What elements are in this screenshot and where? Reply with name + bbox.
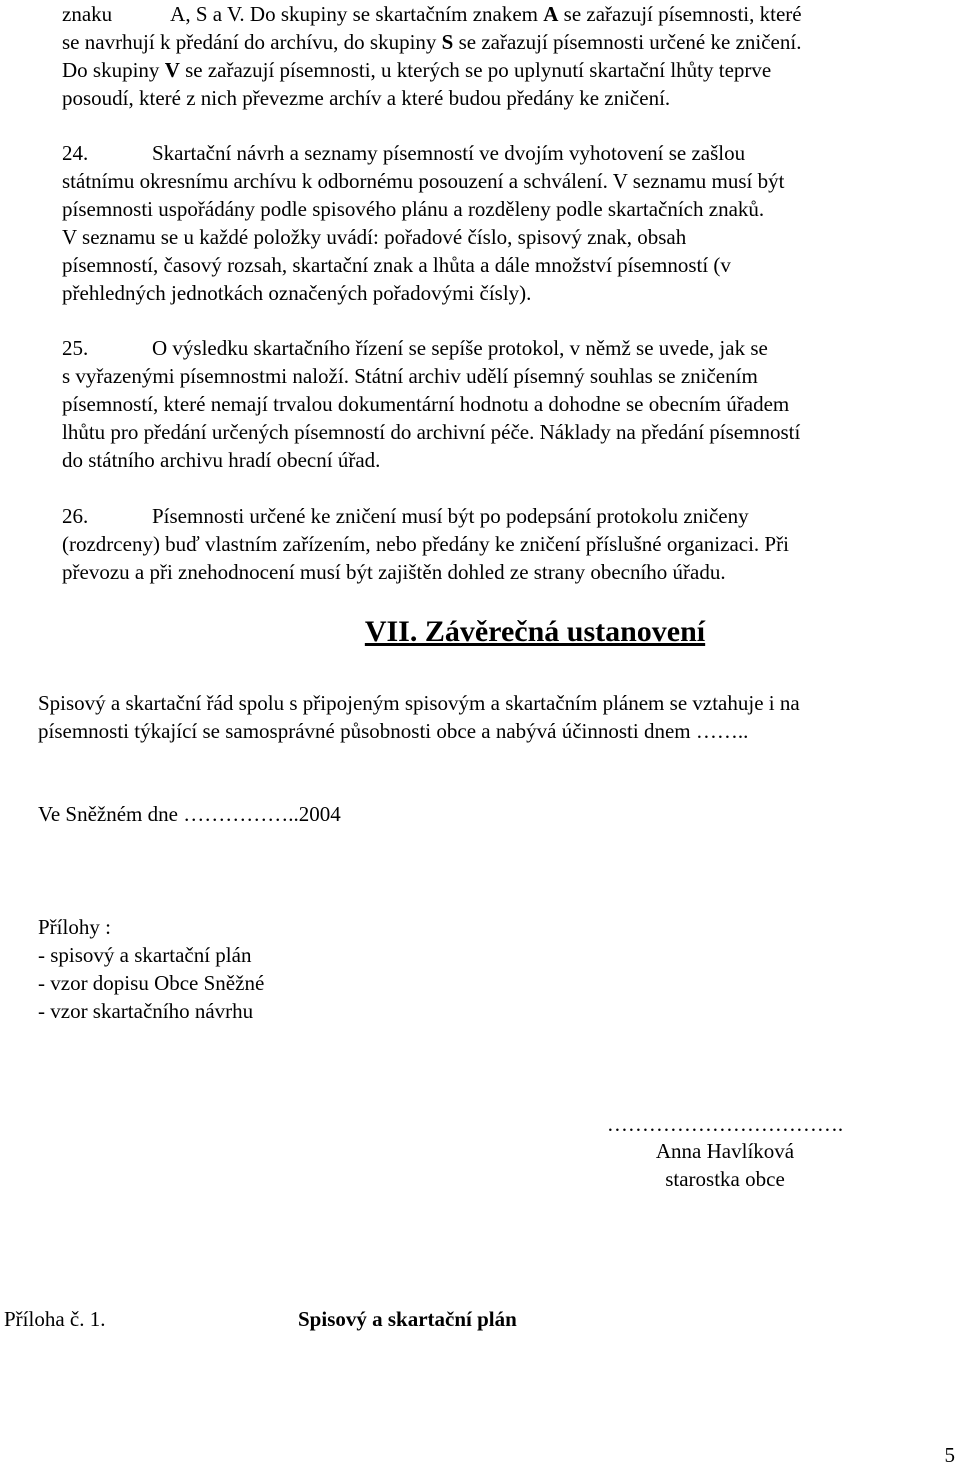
text-line: (rozdrceny) buď vlastním zařízením, nebo předány ke zničení příslušné organizaci. Při <box>62 532 789 556</box>
text-line: Do skupiny V se zařazují písemnosti, u kterých se po uplynutí skartační lhůty teprve <box>62 58 772 82</box>
place-date: Ve Sněžném dne ……………..2004 <box>38 802 341 826</box>
signatory-name: Anna Havlíková <box>655 1139 795 1163</box>
text-line: V seznamu se u každé položky uvádí: pořadové číslo, spisový znak, obsah <box>62 225 687 249</box>
text-line: převozu a při znehodnocení musí být zajištěn dohled ze strany obecního úřadu. <box>62 560 726 584</box>
text-line: písemnosti uspořádány podle spisového plánu a rozděleny podle skartačních znaků. <box>62 197 765 221</box>
text-line: se navrhují k předání do archívu, do skupiny S se zařazují písemnosti určené ke zničení. <box>62 30 802 54</box>
paragraph-number: 24. <box>62 141 89 165</box>
text-line: O výsledku skartačního řízení se sepíše protokol, v němž se uvede, jak se <box>152 336 768 360</box>
text-line: posoudí, které z nich převezme archív a které budou předány ke zničení. <box>62 86 671 110</box>
section-heading: VII. Závěrečná ustanovení <box>364 615 706 648</box>
signatory-role: starostka obce <box>665 1167 785 1191</box>
attachment-item: - spisový a skartační plán <box>38 943 252 967</box>
text-line: do státního archivu hradí obecní úřad. <box>62 448 381 472</box>
text-line: Spisový a skartační řád spolu s připojeným spisovým a skartačním plánem se vztahuje i na <box>38 691 800 715</box>
attachment-item: - vzor dopisu Obce Sněžné <box>38 971 265 995</box>
signature-line: ……………………………. <box>606 1112 844 1136</box>
attachment-item: - vzor skartačního návrhu <box>38 999 254 1023</box>
justified-line: Skartační návrh a seznamy písemností ve dvojím vyhotovení se zašlou <box>152 141 746 165</box>
text-line: lhůtu pro předání určených písemností do archivní péče. Náklady na předání písemností <box>62 420 801 444</box>
text-line: Písemnosti určené ke zničení musí být po podepsání protokolu zničeny <box>152 504 749 528</box>
text-line: s vyřazenými písemnostmi naloží. Státní archiv udělí písemný souhlas se zničením <box>62 364 758 388</box>
annex-title: Spisový a skartační plán <box>298 1307 517 1331</box>
text-line: přehledných jednotkách označených pořadovými čísly). <box>62 281 532 305</box>
text-line: státnímu okresnímu archívu k odbornému posouzení a schválení. V seznamu musí být <box>62 169 785 193</box>
text-line: písemností, které nemají trvalou dokumentární hodnotu a dohodne se obecním úřadem <box>62 392 790 416</box>
text-line: znaku A, S a V. Do skupiny se skartačním znakem A se zařazují písemnosti, které <box>62 2 802 26</box>
text-line <box>152 139 955 167</box>
text-line: písemností, časový rozsah, skartační znak a lhůta a dále množství písemností (v <box>62 253 731 277</box>
attachments-title: Přílohy : <box>38 915 111 939</box>
page-number: 5 <box>944 1443 955 1467</box>
annex-label: Příloha č. 1. <box>4 1307 106 1331</box>
paragraph-number: 25. <box>62 336 89 360</box>
paragraph-number: 26. <box>62 504 89 528</box>
text-line: písemnosti týkající se samosprávné působnosti obce a nabývá účinnosti dnem …….. <box>38 719 749 743</box>
